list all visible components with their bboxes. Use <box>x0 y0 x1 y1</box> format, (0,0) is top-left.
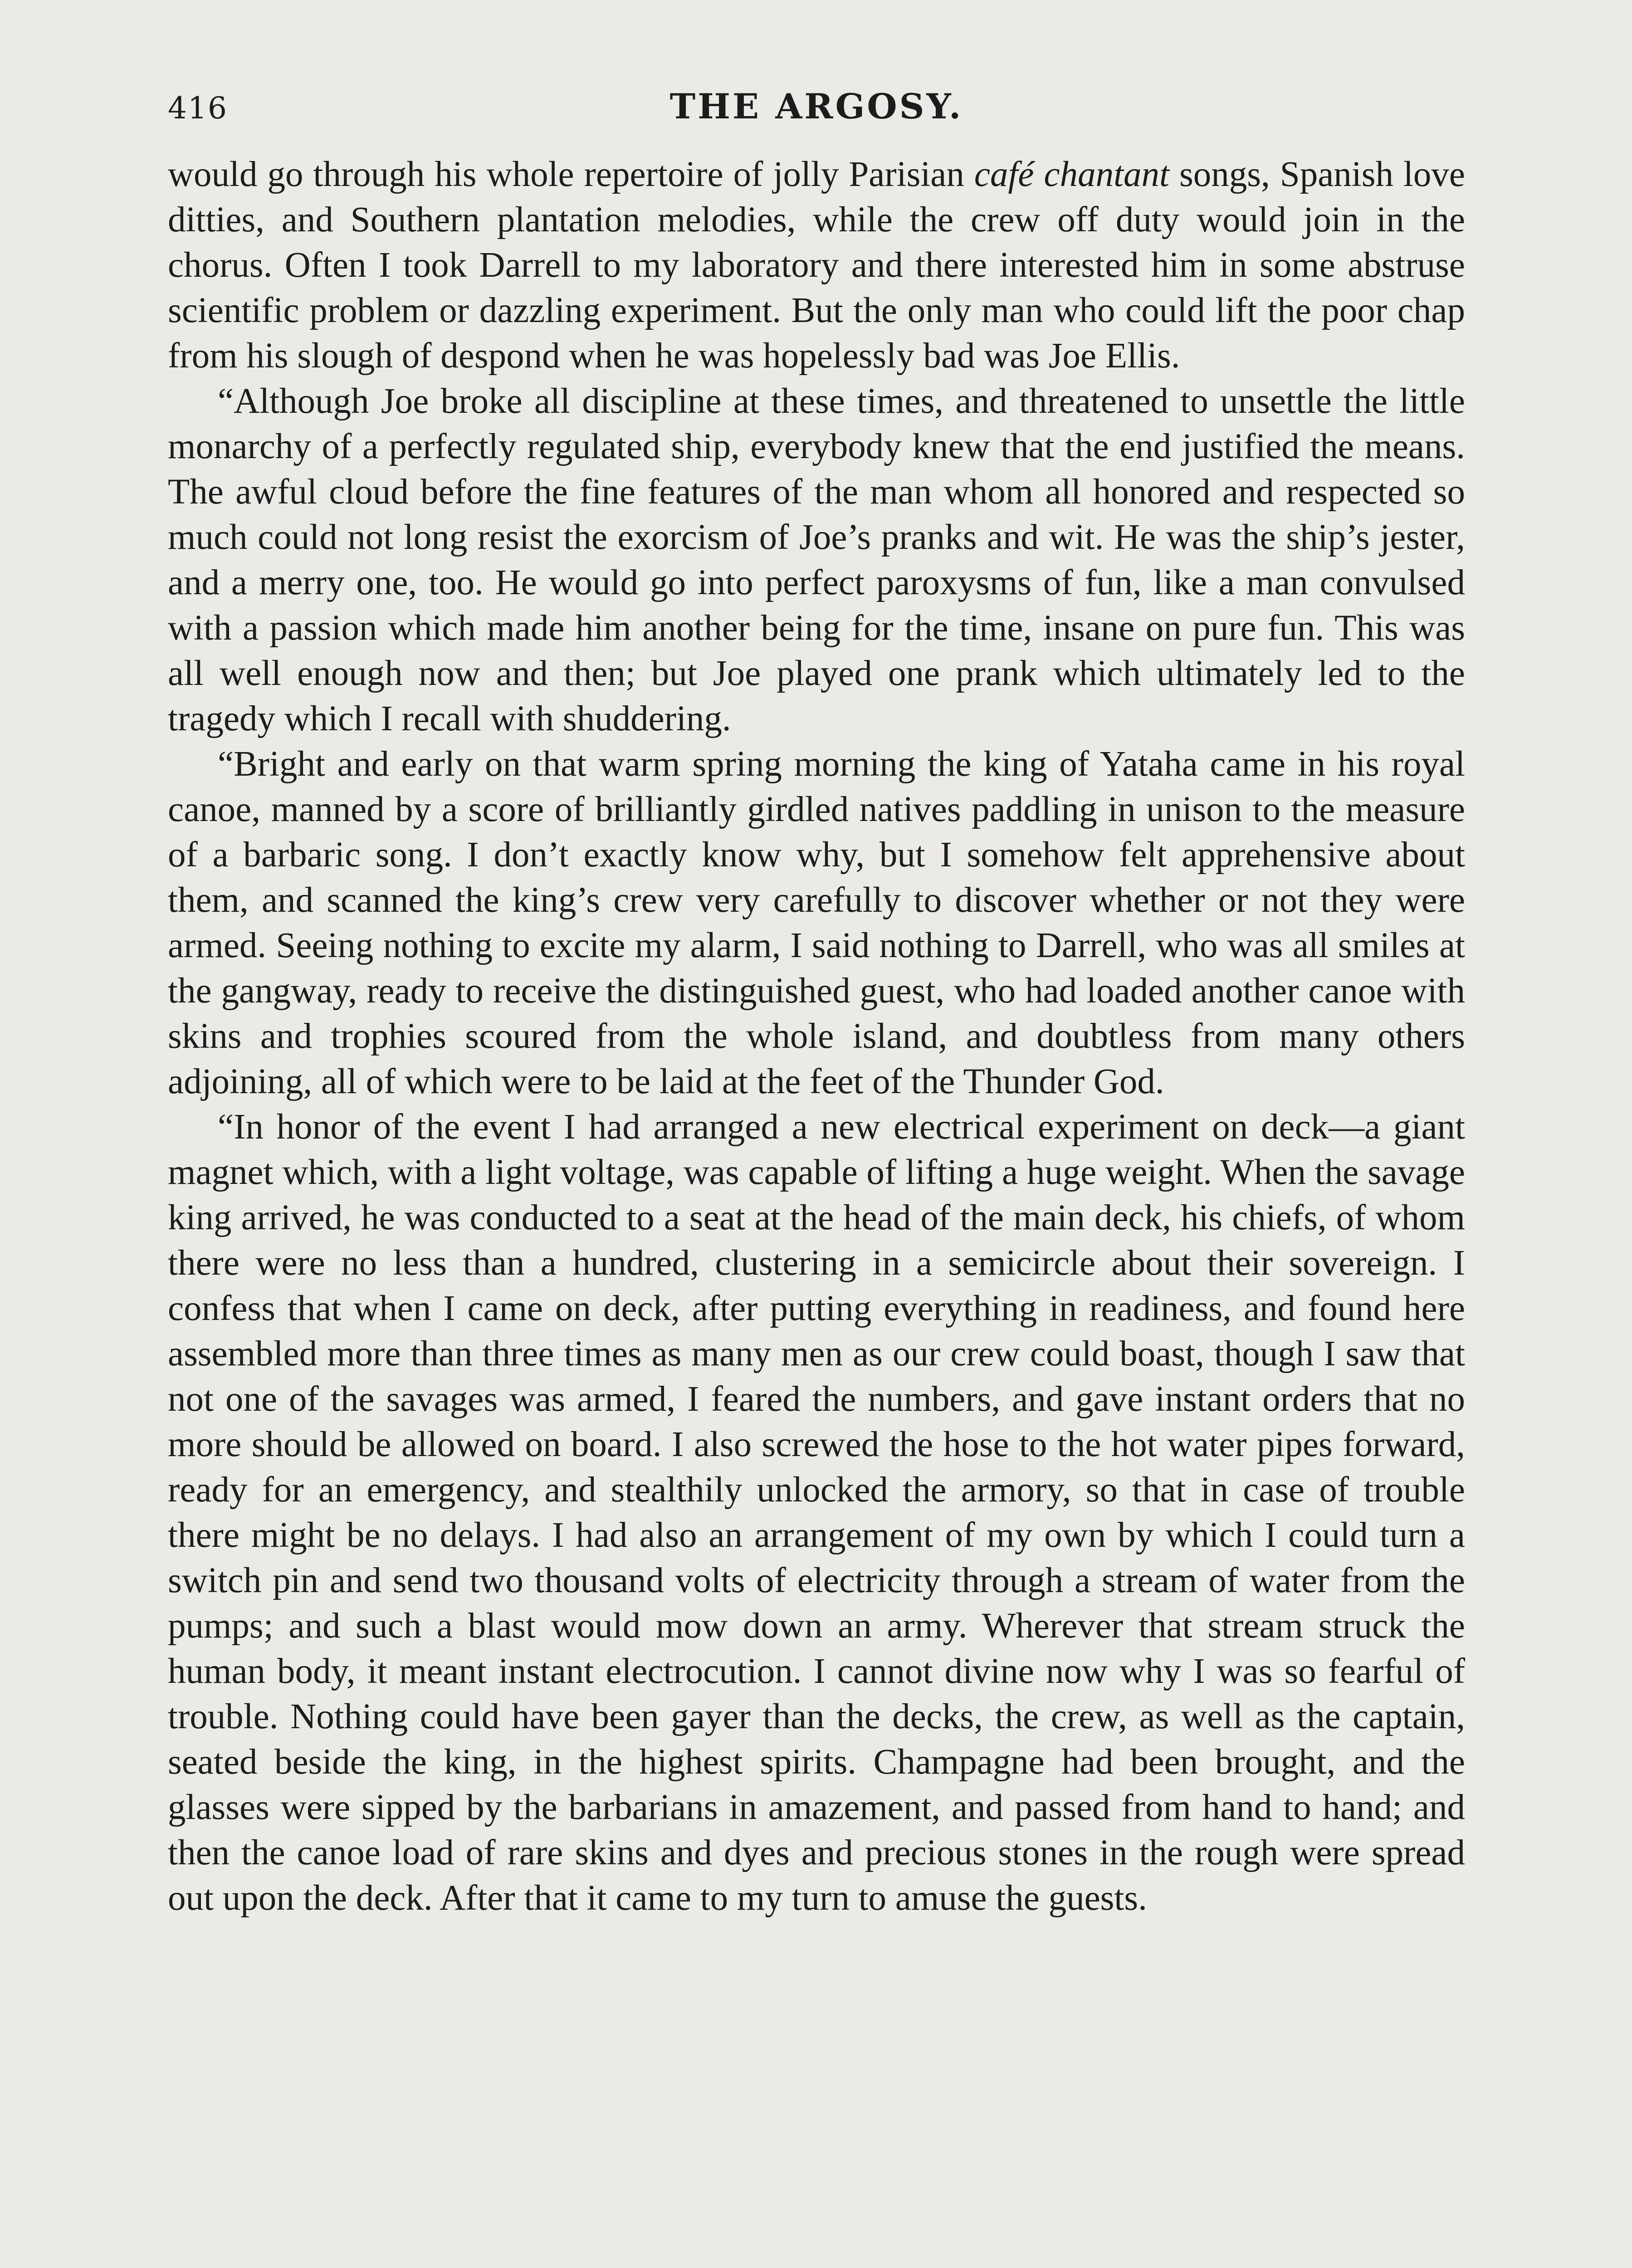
paragraph-4: “In honor of the event I had arranged a new electrical experiment on deck—a giant magnet which, with a light voltage, was capable of lifting a huge weight. When the savage king arrived, he was conducted to a seat at the head of the main deck, his chiefs, of whom there were no less than a hundred, clustering in a semicircle about their sovereign. I confess that when I came on deck, after putting everything in readiness, and found here assembled more than three times as many men as our crew could boast, though I saw that not one of the savages was armed, I feared the numbers, and gave instant orders that no more should be allowed on board. I also screwed the hose to the hot water pipes forward, ready for an emergency, and stealthily unlocked the armory, so that in case of trouble there might be no delays. I had also an arrangement of my own by which I could turn a switch pin and send two thousand volts of electricity through a stream of water from the pumps; and such a blast would mow down an army. Wherever that stream struck the human body, it meant instant electrocution. I cannot divine now why I was so fearful of trouble. Nothing could have been gayer than the decks, the crew, as well as the captain, seated beside the king, in the highest spirits. Champagne had been brought, and the glasses were sipped by the barbarians in amazement, and passed from hand to hand; and then the canoe load of rare skins and dyes and precious stones in the rough were spread out upon the deck. After that it came to my turn to amuse the guests. <box>168 1107 1465 1918</box>
body-text <box>168 152 1465 1921</box>
running-head: THE ARGOSY. <box>669 86 963 127</box>
paragraph-1 <box>168 152 1465 379</box>
page-header <box>168 86 1465 136</box>
paragraph-3: “Bright and early on that warm spring morning the king of Yataha came in his royal canoe, manned by a score of brilliantly girdled natives paddling in unison to the measure of a barbaric song. I don’t exactly know why, but I somehow felt apprehensive about them, and scanned the king’s crew very carefully to discover whether or not they were armed. Seeing nothing to excite my alarm, I said nothing to Darrell, who was all smiles at the gangway, ready to receive the distinguished guest, who had loaded another canoe with skins and trophies scoured from the whole island, and doubtless from many others adjoining, all of which were to be laid at the feet of the Thunder God. <box>168 744 1465 1101</box>
paragraph-2: “Although Joe broke all discipline at these times, and threatened to unsettle the little monarchy of a perfectly regulated ship, everybody knew that the end justified the means. The awful cloud before the fine features of the man whom all honored and respected so much could not long resist the exorcism of Joe’s pranks and wit. He was the ship’s jester, and a merry one, too. He would go into perfect paroxysms of fun, like a man convulsed with a passion which made him another being for the time, insane on pure fun. This was all well enough now and then; but Joe played one prank which ultimately led to the tragedy which I recall with shuddering. <box>168 381 1465 738</box>
paragraph-1-text-end: songs, Spanish love ditties, and Southern plantation melodies, while the crew off duty would join in the chorus. Often I took Darrell to my laboratory and there interested him in some abstruse scientific problem or dazzling experiment. But the only man who could lift the poor chap from his slough of despond when he was hopelessly bad was Joe Ellis. <box>168 155 1465 376</box>
page-number: 416 <box>168 91 228 126</box>
paragraph-1-text-start: would go through his whole repertoire of jolly Parisian <box>168 155 974 194</box>
italic-phrase: café chantant <box>974 155 1169 194</box>
